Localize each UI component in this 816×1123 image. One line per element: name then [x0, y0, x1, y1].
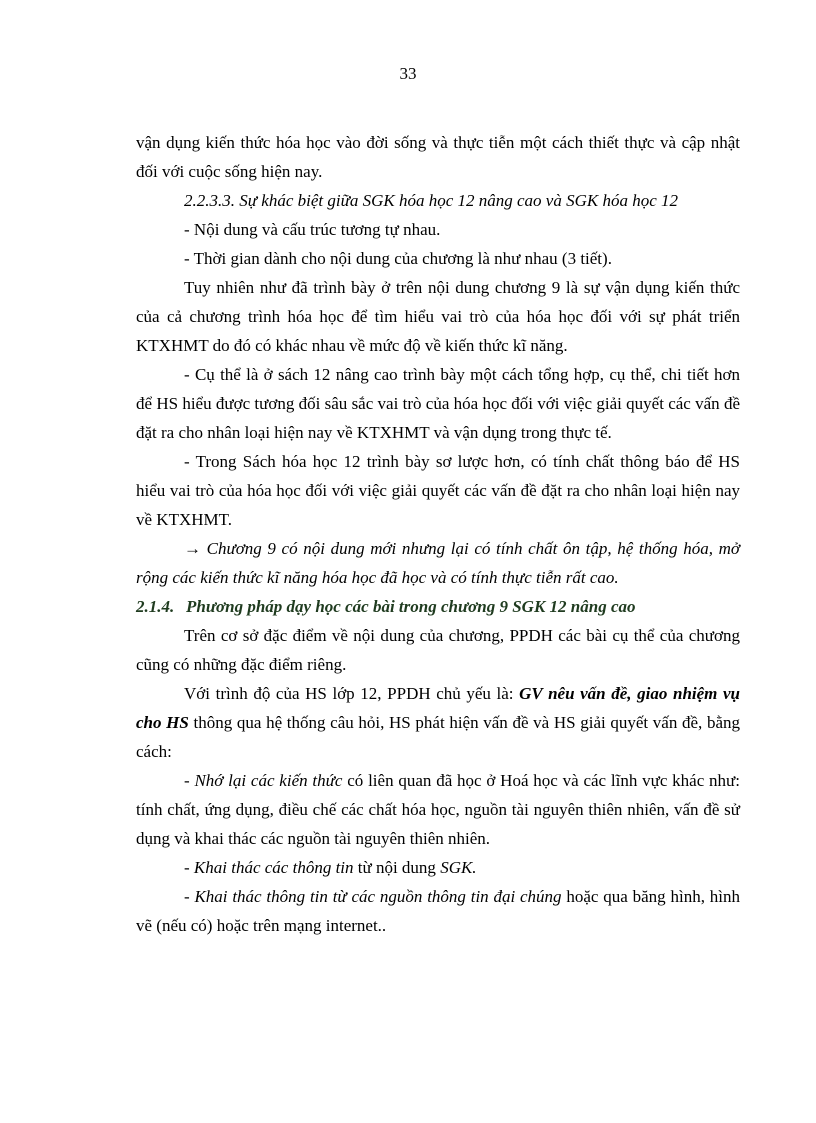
list-item [136, 853, 740, 882]
text-run: có liên quan đã học ở Hoá học và các lĩnh vực khác như: tính chất, ứng dụng, điều chế các chất hóa học, nguồn tài nguyên thiên nhiên, vấn đề sử dụng và khai thác các nguồn tài nguyên thiên nhiên. [136, 771, 740, 848]
text-run: - [184, 887, 195, 906]
paragraph [136, 679, 740, 766]
list-item: - Nội dung và cấu trúc tương tự nhau. [184, 220, 441, 239]
emphasis-text: SGK. [440, 858, 477, 877]
subsection-title: 2.2.3.3. Sự khác biệt giữa SGK hóa học 12 nâng cao và SGK hóa học 12 [184, 191, 679, 210]
paragraph-intro: vận dụng kiến thức hóa học vào đời sống và thực tiễn một cách thiết thực và cập nhật đối với cuộc sống hiện nay. [136, 133, 740, 181]
emphasis-text: Nhớ lại các kiến thức [194, 771, 343, 790]
text-run: từ nội dung [353, 858, 441, 877]
text-run: Với trình độ của HS lớp 12, PPDH chủ yếu là: [184, 684, 520, 703]
emphasis-text: Khai thác thông tin từ các nguồn thông tin đại chúng [194, 887, 562, 906]
conclusion-paragraph: → Chương 9 có nội dung mới nhưng lại có tính chất ôn tập, hệ thống hóa, mở rộng các kiến thức kĩ năng hóa học đã học và có tính thực tiễn rất cao. [136, 539, 740, 587]
text-run: - [184, 771, 195, 790]
emphasis-text: GV nêu vấn đề, giao nhiệm vụ cho HS [136, 684, 741, 732]
list-item [136, 766, 740, 853]
text-run: hoặc qua băng hình, hình vẽ (nếu có) hoặc trên mạng internet.. [136, 887, 740, 935]
list-item: - Cụ thể là ở sách 12 nâng cao trình bày một cách tổng hợp, cụ thể, chi tiết hơn để HS hiểu được tương đối sâu sắc vai trò của hóa học đối với việc giải quyết các vấn đề đặt ra cho nhân loại hiện nay về KTXHMT và vận dụng trong thực tế. [136, 365, 740, 442]
section-title: Phương pháp dạy học các bài trong chương 9 SGK 12 nâng cao [186, 597, 636, 616]
list-item [136, 882, 740, 940]
page-body [136, 128, 740, 940]
text-run: thông qua hệ thống câu hỏi, HS phát hiện vấn đề và HS giải quyết vấn đề, bằng cách: [136, 713, 740, 761]
text-run: - [184, 858, 194, 877]
list-item: - Thời gian dành cho nội dung của chương là như nhau (3 tiết). [184, 249, 612, 268]
paragraph: Trên cơ sở đặc điểm về nội dung của chương, PPDH các bài cụ thể của chương cũng có những đặc điểm riêng. [136, 626, 740, 674]
paragraph: Tuy nhiên như đã trình bày ở trên nội dung chương 9 là sự vận dụng kiến thức của cả chương trình hóa học để tìm hiểu vai trò của hóa học đối với sự phát triển KTXHMT do đó có khác nhau về mức độ về kiến thức kĩ năng. [136, 278, 740, 355]
section-number: 2.1.4. [136, 597, 175, 616]
section-heading [136, 592, 740, 621]
emphasis-text: Khai thác các thông tin [193, 858, 354, 877]
page-number: 33 [399, 64, 417, 83]
list-item: - Trong Sách hóa học 12 trình bày sơ lược hơn, có tính chất thông báo để HS hiểu vai trò của hóa học đối với việc giải quyết các vấn đề đặt ra cho nhân loại hiện nay về KTXHMT. [136, 452, 740, 529]
